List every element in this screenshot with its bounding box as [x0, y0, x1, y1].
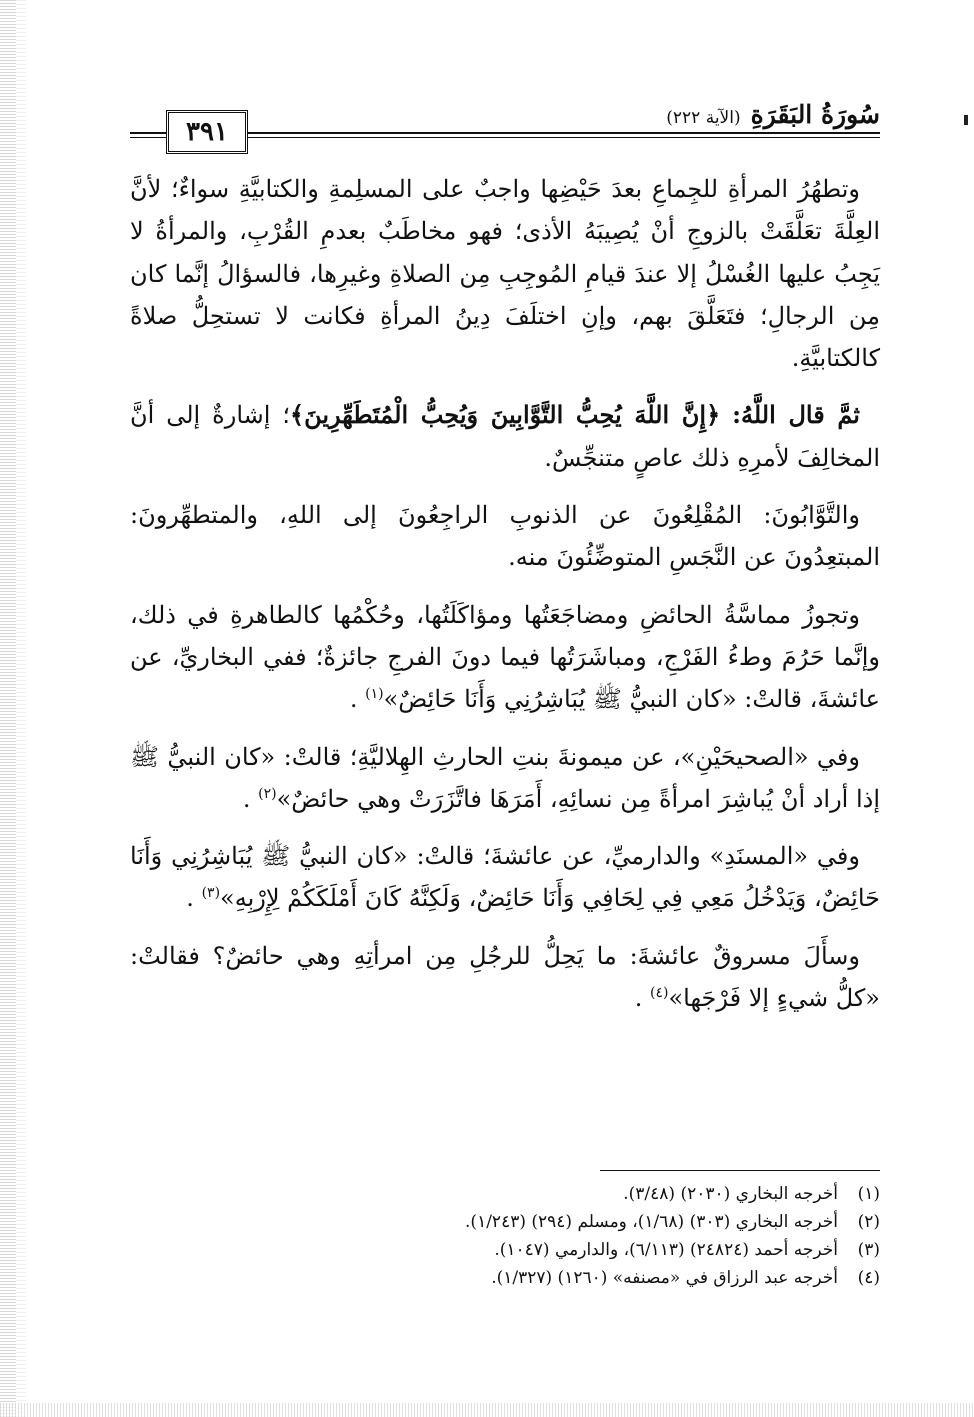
scan-edge-left: [0, 0, 16, 1417]
running-title: [658, 100, 880, 132]
verse-lead: ثمَّ قال اللَّهُ:: [732, 400, 860, 430]
surah-name: سُورَةُ البَقَرَةِ: [750, 100, 880, 129]
footnote: (١)أخرجه البخاري (٢٠٣٠) (٣/٤٨).: [623, 1184, 880, 1204]
footnote-marker: (٣): [201, 885, 221, 902]
footnote: (٣)أخرجه أحمد (٢٤٨٢٤) (٦/١١٣)، والدارمي (١٠٤٧).: [494, 1240, 880, 1260]
quran-verse: ﴿إِنَّ اللَّهَ يُحِبُّ التَّوَّابِينَ وَيُحِبُّ الْمُتَطَهِّرِينَ﴾: [290, 400, 721, 430]
ayah-reference: (الآية ٢٢٢): [666, 108, 741, 128]
page-header: [130, 96, 880, 154]
paragraph: وفي «المسنَدِ» والدارميِّ، عن عائشةَ؛ قالتْ: «كان النبيُّ ﷺ يُبَاشِرُنِي وَأَنَا حَائِضٌ، وَيَدْخُلُ مَعِي فِي لِحَافِي وَأَنَا حَائِضٌ، وَلَكِنَّهُ كَانَ أَمْلَكَكُمْ لِإِرْبِهِ»$^{(٣)}$ .: [130, 842, 880, 913]
paragraph: وتجوزُ مماسَّةُ الحائضِ ومضاجَعَتُها ومؤاكَلَتُها، وحُكْمُها كالطاهرةِ في ذلك، وإنَّما حَرُمَ وطءُ الفَرْجِ، ومباشَرَتُها فيما دونَ الفرجِ جائزةٌ؛ ففي البخاريِّ، عن عائشةَ، قالتْ: «كان النبيُّ ﷺ يُبَاشِرُنِي وَأَنَا حَائِضٌ»$^{(١)}$ .: [130, 600, 880, 714]
footnotes: [130, 1180, 880, 1292]
footnote-marker: (١): [365, 686, 384, 703]
footnote: (٢)أخرجه البخاري (٣٠٣) (١/٦٨)، ومسلم (٢٩٤) (١/٢٤٣).: [465, 1212, 880, 1232]
footnote-marker: (٤): [649, 985, 669, 1002]
paragraph: وتطهُرُ المرأةِ للجِماعِ بعدَ حَيْضِها واجبٌ على المسلِمةِ والكتابيَّةِ سواءٌ؛ لأنَّ العِلَّةَ تعَلَّقَتْ بالزوجِ أنْ يُصِيبَهُ الأذى؛ فهو مخاطَبٌ بعدمِ القُرْبِ، والمرأةُ لا يَجِبُ عليها الغُسْلُ إلا عندَ قيامِ المُوجِبِ مِن الصلاةِ وغيرِها، فالسؤالُ إنَّما كان مِن الرجالِ؛ فتَعَلَّقَ بهم، وإنِ اختلَفَ دِينُ المرأةِ فكانت لا تستحِلُّ صلاةً كالكتابيَّةِ.: [130, 175, 880, 373]
paragraph: وسأَلَ مسروقٌ عائشةَ: ما يَحِلُّ للرجُلِ مِن امرأتِهِ وهي حائضٌ؟ فقالتْ: «كلُّ شيءٍ إلا فَرْجَها»$^{(٤)}$ .: [130, 941, 880, 1013]
footnote-separator: [600, 1170, 880, 1171]
scan-edge-shadow: [16, 0, 26, 1417]
footnote: (٤)أخرجه عبد الرزاق في «مصنفه» (١٢٦٠) (١/٣٢٧).: [491, 1268, 880, 1288]
scan-edge-bottom: [0, 1403, 974, 1417]
page-number: ٣٩١: [166, 110, 248, 154]
footnote-marker: (٢): [258, 785, 277, 802]
paragraph: وفي «الصحيحَيْنِ»، عن ميمونةَ بنتِ الحارثِ الهِلاليَّةِ؛ قالتْ: «كان النبيُّ ﷺ إذا أراد أنْ يُباشِرَ امرأةً مِن نسائِهِ، أَمَرَهَا فاتَّزَرَتْ وهي حائضٌ»$^{(٢)}$ .: [130, 742, 880, 813]
scan-mark: [964, 115, 968, 125]
paragraph: والتَّوَّابُونَ: المُقْلِعُونَ عن الذنوبِ الراجِعُونَ إلى اللهِ، والمتطهِّرونَ: المبتعِدُونَ عن النَّجَسِ المتوضِّئُونَ منه.: [130, 501, 880, 572]
main-text: [130, 168, 880, 1031]
paragraph: ثمَّ قال اللَّهُ: ﴿إِنَّ اللَّهَ يُحِبُّ التَّوَّابِينَ وَيُحِبُّ الْمُتَطَهِّرِينَ﴾؛ إشارةٌ إلى أنَّ المخالِفَ لأمرِهِ ذلك عاصٍ متنجِّسٌ.: [130, 400, 880, 472]
